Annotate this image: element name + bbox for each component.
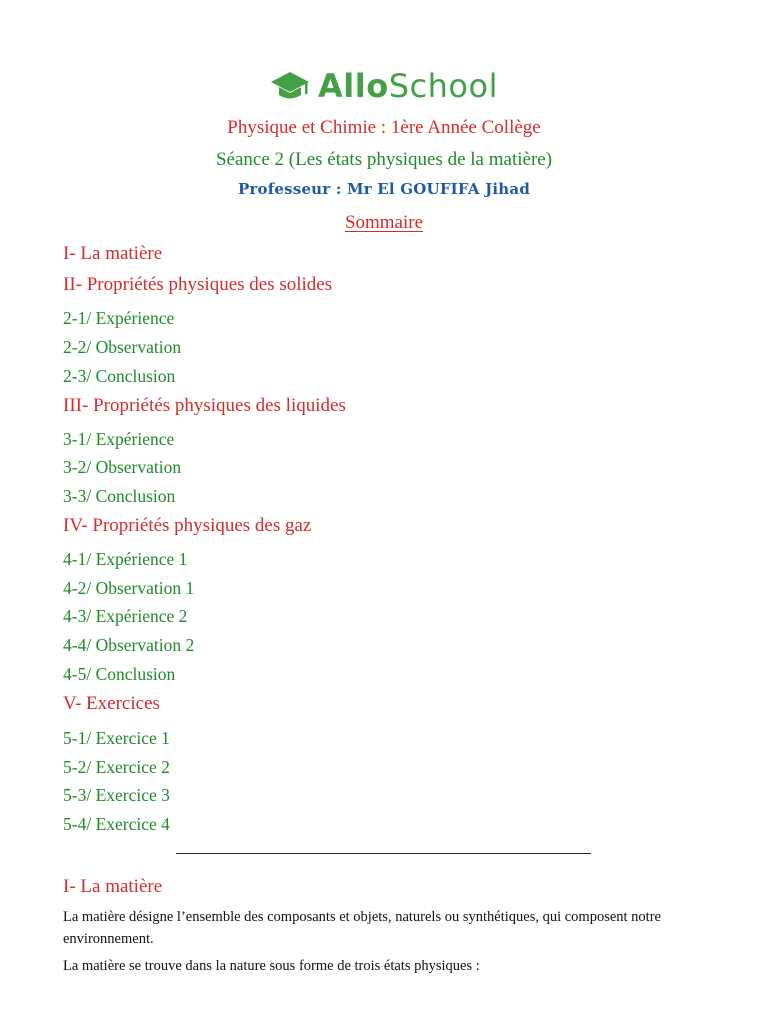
logo-wordmark bbox=[318, 66, 498, 106]
logo-text-bold: Allo bbox=[318, 67, 389, 105]
toc-subsection-link[interactable]: 2-2/ Observation bbox=[63, 337, 182, 357]
toc-section-link[interactable]: I- La matière bbox=[63, 243, 163, 264]
toc-subsection-link[interactable]: 4-3/ Expérience 2 bbox=[63, 606, 188, 626]
toc-subsection-link[interactable]: 5-1/ Exercice 1 bbox=[63, 728, 170, 748]
toc-subsection-link[interactable]: 2-3/ Conclusion bbox=[63, 366, 176, 386]
toc-subsection-link[interactable]: 4-2/ Observation 1 bbox=[63, 578, 195, 598]
subject-title: Physique et Chimie : 1ère Année Collège bbox=[227, 117, 541, 138]
alloschool-logo[interactable] bbox=[0, 66, 768, 106]
toc-subsection-link[interactable]: 3-2/ Observation bbox=[63, 457, 182, 477]
section-divider bbox=[176, 853, 591, 854]
toc-subsection-link[interactable]: 4-4/ Observation 2 bbox=[63, 635, 195, 655]
toc-subsection-link[interactable]: 2-1/ Expérience bbox=[63, 308, 175, 328]
professor-name: Professeur : Mr El GOUFIFA Jihad bbox=[237, 180, 531, 198]
toc-subsection-link[interactable]: 5-4/ Exercice 4 bbox=[63, 814, 170, 834]
section-heading: I- La matière bbox=[63, 876, 163, 897]
toc-subsection-link[interactable]: 4-1/ Expérience 1 bbox=[63, 549, 188, 569]
toc-section-link[interactable]: II- Propriétés physiques des solides bbox=[63, 274, 333, 295]
toc-section-link[interactable]: V- Exercices bbox=[63, 693, 160, 714]
toc-subsection-link[interactable]: 5-3/ Exercice 3 bbox=[63, 785, 170, 805]
seance-title: Séance 2 (Les états physiques de la matière) bbox=[215, 149, 553, 170]
logo-text-regular: School bbox=[388, 67, 498, 105]
toc-subsection-link[interactable]: 3-3/ Conclusion bbox=[63, 486, 176, 506]
toc-section-link[interactable]: III- Propriétés physiques des liquides bbox=[63, 395, 346, 416]
graduation-cap-icon bbox=[270, 68, 310, 104]
paragraph: La matière se trouve dans la nature sous forme de trois états physiques : bbox=[63, 958, 480, 974]
toc-section-link[interactable]: IV- Propriétés physiques des gaz bbox=[63, 515, 312, 536]
paragraph: La matière désigne l’ensemble des composants et objets, naturels ou synthétiques, qui composent notre environnement. bbox=[63, 909, 661, 947]
toc-subsection-link[interactable]: 5-2/ Exercice 2 bbox=[63, 757, 170, 777]
toc-subsection-link[interactable]: 4-5/ Conclusion bbox=[63, 664, 176, 684]
toc-subsection-link[interactable]: 3-1/ Expérience bbox=[63, 429, 175, 449]
sommaire-heading: Sommaire bbox=[344, 212, 424, 233]
